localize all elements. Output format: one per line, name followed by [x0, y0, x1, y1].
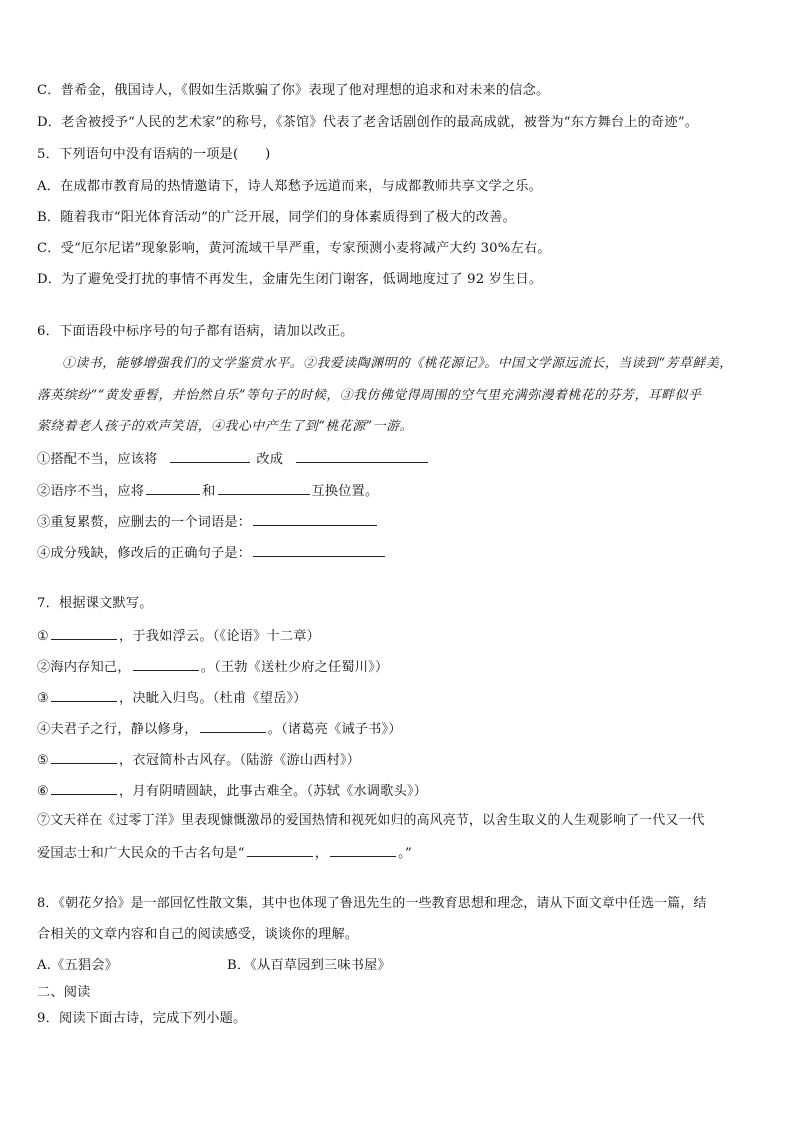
q6-blank-2b[interactable] — [218, 481, 310, 495]
q7-blank-7b[interactable] — [330, 843, 396, 857]
q8-stem-line-1: 8．《朝花夕拾》是一部回忆性散文集，其中也体现了鲁迅先生的一些教育思想和理念，请从下面文章中任选一篇，结 — [37, 896, 707, 911]
q7-line-7-end: 。” — [398, 846, 412, 861]
q7-blank-5[interactable] — [51, 750, 117, 764]
q6-answer-2-suffix: 互换位置。 — [311, 484, 379, 499]
q7-line-7-comma: ， — [314, 846, 329, 861]
q7-blank-2[interactable] — [133, 657, 199, 671]
q6-passage-line-3: 萦绕着老人孩子的欢声笑语，④我心中产生了到“桃花源”一游。 — [37, 419, 413, 434]
q7-line-6-text: ，月有阴晴圆缺，此事古难全。（苏轼《水调歌头》） — [119, 784, 428, 799]
section-heading-reading: 二、阅读 — [37, 985, 91, 1000]
q6-blank-3[interactable] — [253, 512, 377, 526]
q7-line-3 — [37, 688, 307, 708]
q7-line-3-prefix: ③ — [37, 691, 50, 706]
q5-stem: 5．下列语句中没有语病的一项是( ) — [37, 147, 271, 162]
q7-line-4-text: 。（诸葛亮《诫子书》） — [267, 722, 402, 737]
q7-line-5 — [37, 750, 360, 770]
q6-answer-3 — [37, 512, 379, 532]
q5-option-d: D．为了避免受打扰的事情不再发生，金庸先生闭门谢客，低调地度过了 92 岁生日。 — [37, 272, 543, 287]
q9-stem: 9．阅读下面古诗，完成下列小题。 — [37, 1011, 247, 1026]
q7-line-2 — [37, 657, 388, 677]
q6-stem: 6．下面语段中标序号的句子都有语病，请加以改正。 — [37, 324, 354, 339]
q8-option-a: A.《五猖会》 — [37, 958, 119, 973]
q4-option-d: D．老舍被授予“人民的艺术家”的称号，《茶馆》代表了老舍话剧创作的最高成就，被誉为“东方舞台上的奇迹”。 — [37, 115, 699, 130]
q5-option-b: B．随着我市“阳光体育活动”的广泛开展，同学们的身体素质得到了极大的改善。 — [37, 210, 516, 225]
q7-line-2-text: 。（王勃《送杜少府之任蜀川》） — [200, 660, 389, 675]
q6-answer-2-and: 和 — [202, 484, 216, 499]
q7-line-5-text: ，衣冠简朴古风存。（陆游《游山西村》） — [119, 753, 361, 768]
q6-answer-4-prefix: ④成分残缺，修改后的正确句子是： — [37, 546, 252, 561]
q7-line-4-prefix: ④夫君子之行，静以修身， — [37, 722, 198, 737]
q6-answer-1-middle: 改成 — [256, 452, 284, 467]
q7-line-7: ⑦文天祥在《过零丁洋》里表现慷慨激昂的爱国热情和视死如归的高风亮节，以舍生取义的人生观影响了一代又一代 — [37, 813, 705, 828]
q6-passage-line-2: 落英缤纷”“黄发垂髫，并怡然自乐”等句子的时候，③我仿佛觉得周围的空气里充满弥漫着桃花的芬芳，耳畔似乎 — [37, 388, 702, 403]
q7-line-1-text: ，于我如浮云。（《论语》十二章） — [119, 629, 321, 644]
q6-answer-2-prefix: ②语序不当，应将 — [37, 484, 145, 499]
q7-line-5-prefix: ⑤ — [37, 753, 50, 768]
q7-line-4 — [37, 719, 402, 739]
q6-answer-3-prefix: ③重复累赘，应删去的一个词语是： — [37, 515, 252, 530]
q7-blank-3[interactable] — [51, 688, 117, 702]
q7-blank-1[interactable] — [51, 626, 117, 640]
q7-blank-7a[interactable] — [247, 843, 313, 857]
q7-blank-4[interactable] — [200, 719, 266, 733]
q6-blank-2a[interactable] — [146, 481, 200, 495]
q7-line-7-cont — [37, 843, 412, 863]
q6-blank-4[interactable] — [253, 543, 385, 557]
q5-option-c: C．受“厄尔尼诺”现象影响，黄河流域干旱严重，专家预测小麦将减产大约 30%左右。 — [37, 241, 551, 256]
q7-line-1 — [37, 626, 320, 646]
q7-line-7-prefix: 爱国志士和广大民众的千古名句是“ — [37, 846, 245, 861]
q7-stem: 7．根据课文默写。 — [37, 596, 153, 611]
q6-blank-1a[interactable] — [170, 449, 250, 463]
q7-line-6 — [37, 781, 427, 801]
q6-passage-line-1: ①读书，能够增强我们的文学鉴赏水平。②我爱读陶渊明的《桃花源记》。中国文学源远流长，当读到“芳草鲜美， — [62, 356, 733, 371]
q8-stem-line-2: 合相关的文章内容和自己的阅读感受，谈谈你的理解。 — [37, 927, 359, 942]
q6-answer-1-prefix: ①搭配不当，应该将 — [37, 452, 158, 467]
q7-line-3-text: ，决眦入归鸟。（杜甫《望岳》） — [119, 691, 307, 706]
q6-answer-4 — [37, 543, 387, 563]
q6-answer-2 — [37, 481, 378, 501]
q7-line-1-prefix: ① — [37, 629, 50, 644]
q7-line-2-prefix: ②海内存知己， — [37, 660, 131, 675]
q4-option-c: C．普希金，俄国诗人，《假如生活欺骗了你》表现了他对理想的追求和对未来的信念。 — [37, 83, 550, 98]
q7-line-6-prefix: ⑥ — [37, 784, 50, 799]
q7-blank-6[interactable] — [51, 781, 117, 795]
q6-blank-1b[interactable] — [296, 449, 428, 463]
q5-option-a: A．在成都市教育局的热情邀请下，诗人郑愁予远道而来，与成都教师共享文学之乐。 — [37, 179, 543, 194]
q8-option-b: B．《从百草园到三味书屋》 — [227, 958, 391, 973]
q6-answer-1 — [37, 449, 430, 469]
